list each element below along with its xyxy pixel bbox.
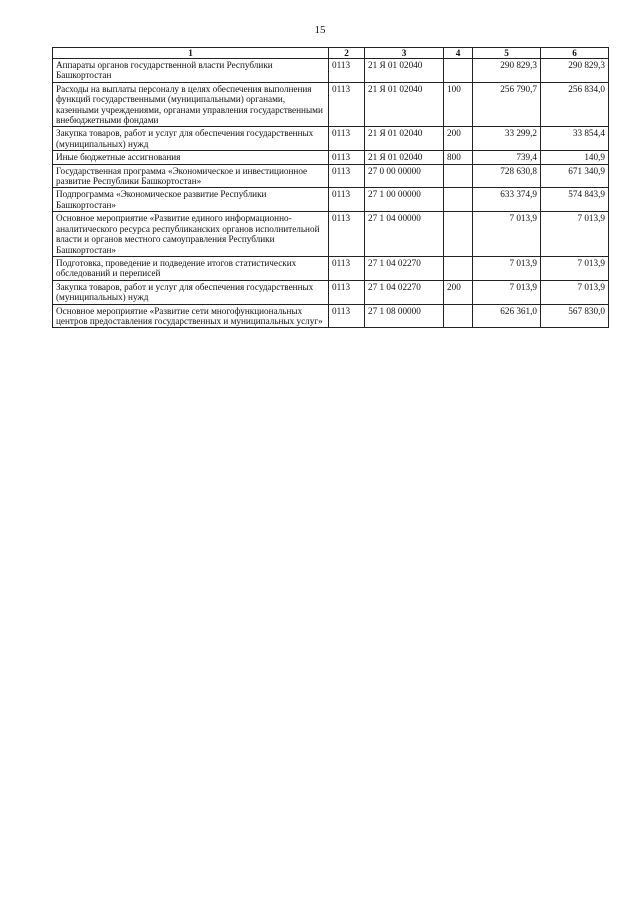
row-name-cell: Подпрограмма «Экономическое развитие Республики Башкортостан» xyxy=(53,188,329,212)
row-amount-1-cell: 728 630,8 xyxy=(473,164,541,188)
row-amount-1-cell: 7 013,9 xyxy=(473,256,541,280)
row-expense-type-cell: 200 xyxy=(444,280,473,304)
row-amount-2-cell: 574 843,9 xyxy=(541,188,609,212)
row-target-code-cell: 21 Я 01 02040 xyxy=(365,127,444,151)
row-amount-2-cell: 7 013,9 xyxy=(541,280,609,304)
row-section-cell: 0113 xyxy=(329,280,365,304)
row-name-cell: Закупка товаров, работ и услуг для обеспечения государственных (муниципальных) нужд xyxy=(53,127,329,151)
row-section-cell: 0113 xyxy=(329,59,365,83)
row-section-cell: 0113 xyxy=(329,256,365,280)
page-number: 15 xyxy=(314,24,326,36)
row-amount-2-cell: 290 829,3 xyxy=(541,59,609,83)
row-name-cell: Основное мероприятие «Развитие единого информационно-аналитического ресурса республиканских органов исполнительной власти и органов местного самоуправления Республики Башкортостан» xyxy=(53,212,329,257)
row-amount-1-cell: 290 829,3 xyxy=(473,59,541,83)
row-target-code-cell: 27 1 08 00000 xyxy=(365,304,444,328)
row-target-code-cell: 21 Я 01 02040 xyxy=(365,82,444,127)
row-target-code-cell: 21 Я 01 02040 xyxy=(365,59,444,83)
table-row xyxy=(53,304,609,328)
header-cell: 3 xyxy=(365,48,444,59)
row-expense-type-cell xyxy=(444,59,473,83)
row-amount-1-cell: 7 013,9 xyxy=(473,212,541,257)
row-target-code-cell: 21 Я 01 02040 xyxy=(365,151,444,164)
row-amount-2-cell: 567 830,0 xyxy=(541,304,609,328)
budget-table xyxy=(52,47,609,328)
header-cell: 1 xyxy=(53,48,329,59)
row-expense-type-cell xyxy=(444,212,473,257)
row-expense-type-cell: 800 xyxy=(444,151,473,164)
row-expense-type-cell xyxy=(444,304,473,328)
header-cell: 6 xyxy=(541,48,609,59)
row-amount-1-cell: 7 013,9 xyxy=(473,280,541,304)
row-name-cell: Закупка товаров, работ и услуг для обеспечения государственных (муниципальных) нужд xyxy=(53,280,329,304)
row-expense-type-cell xyxy=(444,256,473,280)
row-target-code-cell: 27 1 04 02270 xyxy=(365,280,444,304)
row-name-cell: Основное мероприятие «Развитие сети многофункциональных центров предоставления государственных и муниципальных услуг» xyxy=(53,304,329,328)
row-name-cell: Аппараты органов государственной власти Республики Башкортостан xyxy=(53,59,329,83)
row-amount-1-cell: 626 361,0 xyxy=(473,304,541,328)
row-expense-type-cell xyxy=(444,164,473,188)
row-name-cell: Иные бюджетные ассигнования xyxy=(53,151,329,164)
row-target-code-cell: 27 0 00 00000 xyxy=(365,164,444,188)
table-row xyxy=(53,188,609,212)
row-name-cell: Подготовка, проведение и подведение итогов статистических обследований и переписей xyxy=(53,256,329,280)
row-section-cell: 0113 xyxy=(329,82,365,127)
table-row xyxy=(53,127,609,151)
row-amount-2-cell: 140,9 xyxy=(541,151,609,164)
row-amount-2-cell: 7 013,9 xyxy=(541,212,609,257)
header-cell: 4 xyxy=(444,48,473,59)
row-section-cell: 0113 xyxy=(329,164,365,188)
row-name-cell: Государственная программа «Экономическое и инвестиционное развитие Республики Башкортостан» xyxy=(53,164,329,188)
row-section-cell: 0113 xyxy=(329,151,365,164)
table-row xyxy=(53,280,609,304)
row-expense-type-cell: 200 xyxy=(444,127,473,151)
table-row xyxy=(53,256,609,280)
row-section-cell: 0113 xyxy=(329,304,365,328)
table-row xyxy=(53,164,609,188)
table-header-row xyxy=(53,48,609,59)
row-amount-1-cell: 256 790,7 xyxy=(473,82,541,127)
table-row xyxy=(53,151,609,164)
row-amount-2-cell: 671 340,9 xyxy=(541,164,609,188)
row-amount-1-cell: 739,4 xyxy=(473,151,541,164)
row-amount-2-cell: 256 834,0 xyxy=(541,82,609,127)
row-target-code-cell: 27 1 04 02270 xyxy=(365,256,444,280)
row-amount-2-cell: 33 854,4 xyxy=(541,127,609,151)
row-section-cell: 0113 xyxy=(329,188,365,212)
row-section-cell: 0113 xyxy=(329,212,365,257)
row-amount-2-cell: 7 013,9 xyxy=(541,256,609,280)
row-target-code-cell: 27 1 04 00000 xyxy=(365,212,444,257)
table-row xyxy=(53,59,609,83)
table-row xyxy=(53,82,609,127)
header-cell: 5 xyxy=(473,48,541,59)
row-amount-1-cell: 33 299,2 xyxy=(473,127,541,151)
row-amount-1-cell: 633 374,9 xyxy=(473,188,541,212)
row-expense-type-cell: 100 xyxy=(444,82,473,127)
table-row xyxy=(53,212,609,257)
row-section-cell: 0113 xyxy=(329,127,365,151)
row-target-code-cell: 27 1 00 00000 xyxy=(365,188,444,212)
row-name-cell: Расходы на выплаты персоналу в целях обеспечения выполнения функций государственными (муниципальными) органами, казенными учреждениями, органами управления государственными внебюджетными фондами xyxy=(53,82,329,127)
row-expense-type-cell xyxy=(444,188,473,212)
header-cell: 2 xyxy=(329,48,365,59)
